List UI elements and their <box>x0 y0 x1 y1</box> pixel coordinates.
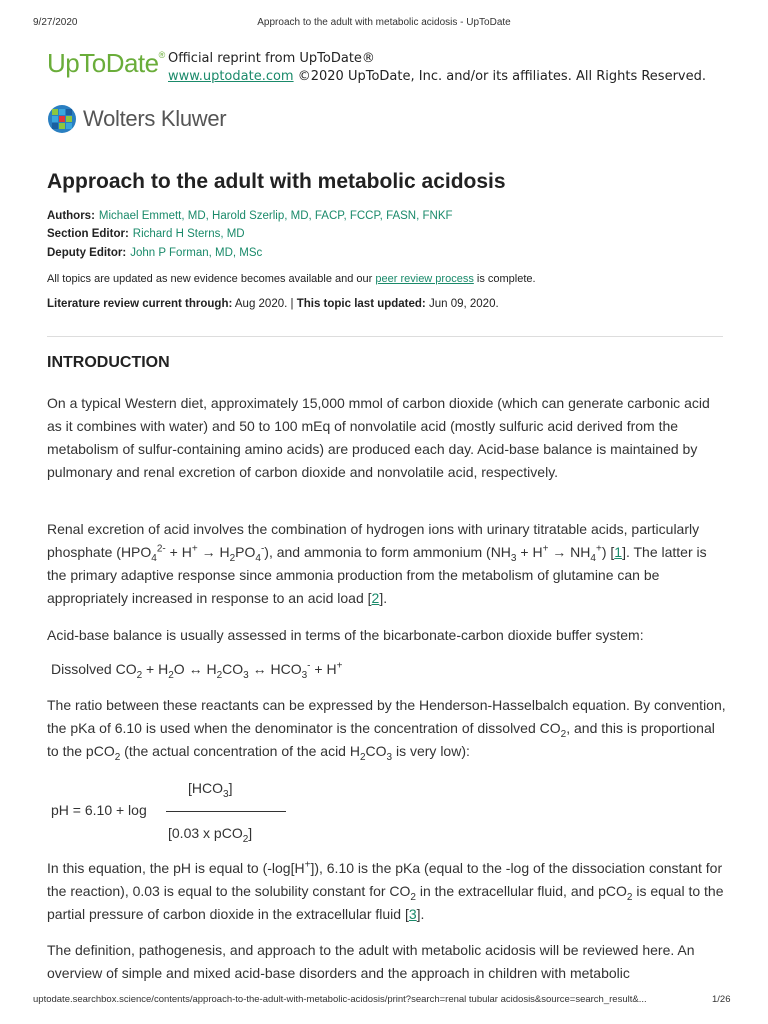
copyright: ©2020 UpToDate, Inc. and/or its affiliates. All Rights Reserved. <box>297 69 706 84</box>
hh-numerator: $[HCO_3]$ <box>188 780 233 800</box>
update-note <box>47 273 536 285</box>
hh-lhs: pH = 6.10 + log <box>51 802 147 818</box>
note-text-end: is complete. <box>476 273 536 285</box>
reference-2-link[interactable]: 2 <box>371 590 380 606</box>
wolters-kluwer-logo <box>47 104 226 134</box>
print-date: 9/27/2020 <box>33 17 78 28</box>
reference-3-link[interactable]: 3 <box>408 906 417 922</box>
deputy-editor-value[interactable]: John P Forman, MD, MSc <box>130 247 263 259</box>
deputy-editor-label: Deputy Editor: <box>47 247 127 259</box>
publisher-name: Wolters Kluwer <box>83 106 227 131</box>
lit-review-label: Literature review current through: <box>47 298 233 310</box>
section-editor-label: Section Editor: <box>47 228 129 240</box>
paragraph-3: Acid-base balance is usually assessed in terms of the bicarbonate-carbon dioxide buffer system: <box>47 627 644 643</box>
section-heading: INTRODUCTION <box>47 354 170 371</box>
uptodate-logo <box>47 48 165 79</box>
deputy-editor-row <box>47 247 262 259</box>
buffer-equation: Dissolved $CO_2 + H_2O$ ↔ $H_2CO_3$ ↔ $HCO_3^- + H^+$ <box>51 660 343 681</box>
uptodate-logo-text: UpToDate <box>47 48 159 78</box>
lit-review-value: Aug 2020. <box>234 298 288 310</box>
paragraph-4: The ratio between these reactants can be expressed by the Henderson-Hasselbalch equation. By convention, the pKa of 6.10 is used when the denominator is the concentration of dissolved $CO_2$, and this is proportional to the pCO$_2$ (the actual concentration of the acid $H_2CO_3$ is very low): <box>47 697 726 763</box>
last-updated-value: Jun 09, 2020. <box>428 298 499 310</box>
paragraph-1: On a typical Western diet, approximately 15,000 mmol of carbon dioxide (which can generate carbonic acid as it combines with water) and 50 to 100 mEq of nonvolatile acid (mostly sulfuric acid derived from the metabolism of sulfur-containing amino acids) are produced each day. Acid-base balance is maintained by pulmonary and renal excretion of carbon dioxide and nonvolatile acid, respectively. <box>47 395 710 480</box>
section-editor-row <box>47 228 245 240</box>
fraction-bar <box>166 811 286 812</box>
authors-label: Authors: <box>47 210 95 222</box>
authors-row <box>47 210 453 222</box>
reprint-notice <box>168 50 706 86</box>
peer-review-link[interactable]: peer review process <box>375 273 474 285</box>
registered-mark: ® <box>158 50 165 60</box>
uptodate-link[interactable]: www.uptodate.com <box>168 69 294 84</box>
article-title: Approach to the adult with metabolic acidosis <box>47 170 506 193</box>
review-dates: Literature review current through: Aug 2020. | This topic last updated: Jun 09, 2020. <box>47 298 499 310</box>
authors-value[interactable]: Michael Emmett, MD, Harold Szerlip, MD, FACP, FCCP, FASN, FNKF <box>98 210 453 222</box>
hh-denominator: [0.03 x pCO$_2$] <box>168 825 253 845</box>
section-editor-value[interactable]: Richard H Sterns, MD <box>132 228 245 240</box>
page-number: 1/26 <box>712 994 731 1005</box>
last-updated-label: This topic last updated: <box>296 298 426 310</box>
divider <box>47 336 723 337</box>
reference-1-link[interactable]: 1 <box>614 544 623 560</box>
wolters-kluwer-icon <box>47 104 77 134</box>
paragraph-2: Renal excretion of acid involves the combination of hydrogen ions with urinary titratable acids, particularly phosphate $(HPO_4^{2-} + H^+ \to H_2PO_4^-)$, and ammonia to form ammonium $(NH_3 + H^+ \to NH_4^+)$ [1]. The latter is the primary adaptive response since ammonia production from the metabolism of glutamine can be appropriately increased in response to an acid load [2]. <box>47 521 707 606</box>
note-text: All topics are updated as new evidence becomes available and our <box>47 273 373 285</box>
paragraph-5: In this equation, the pH is equal to (-log[H+]), 6.10 is the pKa (equal to the -log of the dissociation constant for the reaction), 0.03 is equal to the solubility constant for $CO_2$ in the extracellular fluid, and pCO$_2$ is equal to the partial pressure of carbon dioxide in the extracellular fluid [3]. <box>47 859 724 922</box>
paragraph-6: The definition, pathogenesis, and approach to the adult with metabolic acidosis will be reviewed here. An overview of simple and mixed acid-base disorders and the approach in children with metabolic <box>47 942 695 981</box>
reprint-line: Official reprint from UpToDate® <box>168 51 375 66</box>
print-title: Approach to the adult with metabolic acidosis - UpToDate <box>257 17 511 28</box>
print-url: uptodate.searchbox.science/contents/approach-to-the-adult-with-metabolic-acidosis/print?search=renal tubular acidosis&source=search_result&... <box>33 994 647 1005</box>
